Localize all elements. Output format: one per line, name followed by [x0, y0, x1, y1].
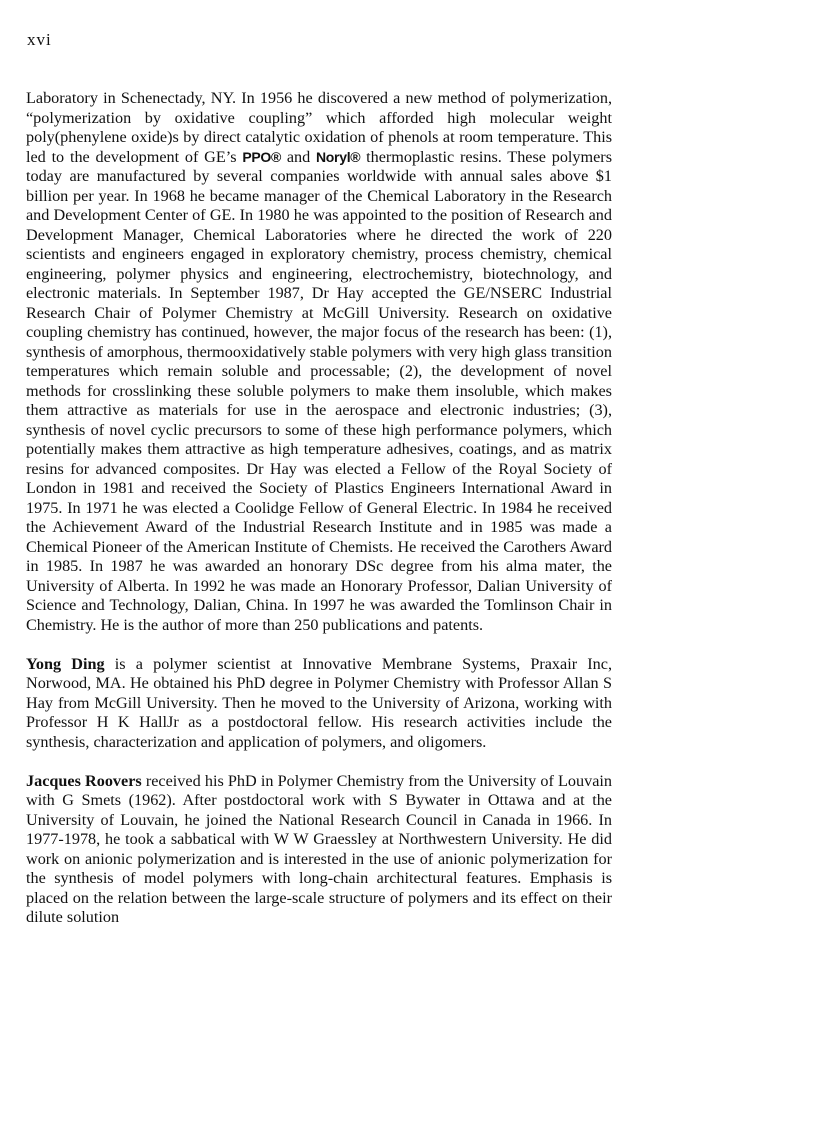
ding-name: Yong Ding: [26, 654, 105, 673]
ppo-trademark: PPO®: [242, 148, 282, 165]
ding-bio-paragraph: [26, 655, 612, 753]
hay-bio-text-1: Laboratory in Schenectady, NY. In 1956 he discovered a new method of polymerization, “polymerization by oxidative coupling” which afforded high molecular weight poly(phenylene oxide)s by direct catalytic oxidation of phenols at room temperature. This led to the development of GE’s: [26, 89, 612, 166]
ding-bio-text: is a polymer scientist at Innovative Membrane Systems, Praxair Inc, Norwood, MA. He obtained his PhD degree in Polymer Chemistry with Professor Allan S Hay from McGill University. Then he moved to the University of Arizona, working with Professor H K HallJr as a postdoctoral fellow. His research activities include the synthesis, characterization and application of polymers, and oligomers.: [26, 654, 613, 751]
page-content: [26, 89, 612, 947]
page-number: xvi: [27, 30, 52, 49]
roovers-name: Jacques Roovers: [26, 771, 142, 790]
noryl-trademark: Noryl®: [316, 148, 361, 165]
roovers-bio-paragraph: [26, 772, 612, 928]
hay-bio-text-2: and: [281, 147, 316, 166]
hay-bio-paragraph: [26, 89, 612, 635]
hay-bio-text-3: thermoplastic resins. These polymers today are manufactured by several companies worldwide with annual sales above $1 billion per year. In 1968 he became manager of the Chemical Laboratory in the Research and Development Center of GE. In 1980 he was appointed to the position of Research and Development Manager, Chemical Laboratories where he directed the work of 220 scientists and engineers engaged in exploratory chemistry, process chemistry, chemical engineering, polymer physics and engineering, electrochemistry, biotechnology, and electronic materials. In September 1987, Dr Hay accepted the GE/NSERC Industrial Research Chair of Polymer Chemistry at McGill University. Research on oxidative coupling chemistry has continued, however, the major focus of the research has been: (1), synthesis of amorphous, thermooxidatively stable polymers with very high glass transition temperatures which remain soluble and processable; (2), the development of novel methods for crosslinking these soluble polymers to make them insoluble, which makes them attractive as materials for use in the aerospace and electronic industries; (3), synthesis of novel cyclic precursors to some of these high performance polymers, which potentially makes them attractive as high temperature adhesives, coatings, and as matrix resins for advanced composites. Dr Hay was elected a Fellow of the Royal Society of London in 1981 and received the Society of Plastics Engineers International Award in 1975. In 1971 he was elected a Coolidge Fellow of General Electric. In 1984 he received the Achievement Award of the Industrial Research Institute and in 1985 was made a Chemical Pioneer of the American Institute of Chemists. He received the Carothers Award in 1985. In 1987 he was awarded an honorary DSc degree from his alma mater, the University of Alberta. In 1992 he was made an Honorary Professor, Dalian University of Science and Technology, Dalian, China. In 1997 he was awarded the Tomlinson Chair in Chemistry. He is the author of more than 250 publications and patents.: [26, 147, 612, 634]
roovers-bio-text: received his PhD in Polymer Chemistry from the University of Louvain with G Smets (1962). After postdoctoral work with S Bywater in Ottawa and at the University of Louvain, he joined the National Research Council in Canada in 1966. In 1977-1978, he took a sabbatical with W W Graessley at Northwestern University. He did work on anionic polymerization and is interested in the use of anionic polymerization for the synthesis of model polymers with long-chain architectural features. Emphasis is placed on the relation between the large-scale structure of polymers and its effect on their dilute solution: [26, 771, 612, 926]
